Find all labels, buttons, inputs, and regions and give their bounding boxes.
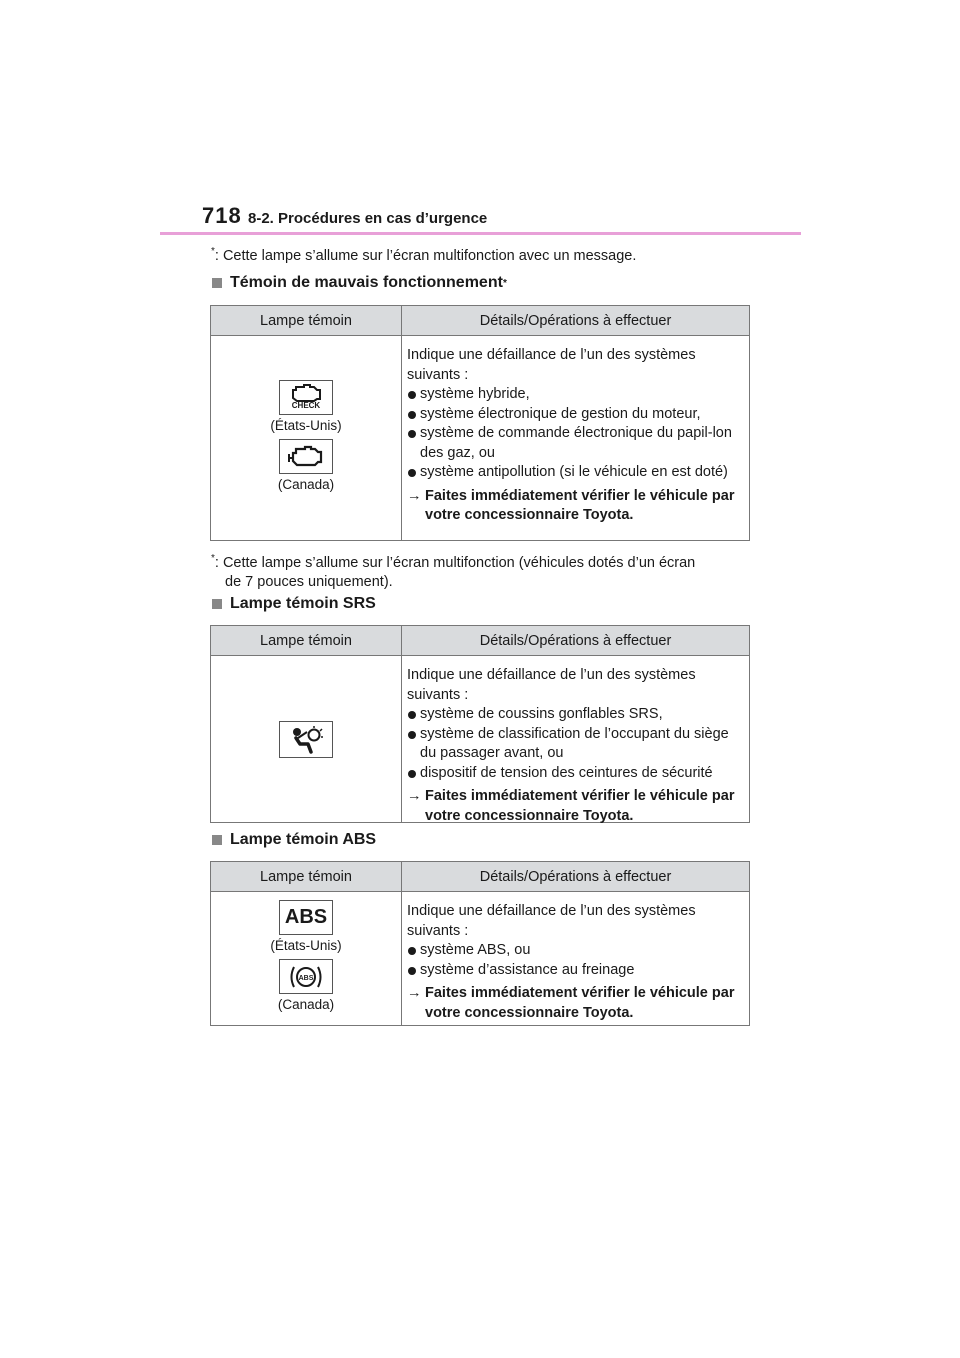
arrow-icon: → <box>407 985 422 1001</box>
footnote-text: : Cette lampe s’allume sur l’écran multifonction avec un message. <box>214 248 637 264</box>
caption-usa: (États-Unis) <box>270 417 342 433</box>
col-header-details: Détails/Opérations à effectuer <box>479 632 672 649</box>
table-header <box>211 862 749 892</box>
list-item: système de classification de l’occupant du siège du passager avant, ou <box>407 725 743 764</box>
svg-text:ABS: ABS <box>298 974 314 982</box>
details-cell <box>402 656 749 823</box>
table-row <box>211 656 749 823</box>
list-item: système hybride, <box>407 385 743 405</box>
col-header-details: Détails/Opérations à effectuer <box>479 868 672 885</box>
col-header-lamp: Lampe témoin <box>211 862 402 891</box>
table-header <box>211 306 749 336</box>
list-item: système antipollution (si le véhicule en est doté) <box>407 463 743 483</box>
table-header <box>211 626 749 656</box>
details-cell <box>402 336 749 541</box>
square-bullet-icon <box>212 278 222 288</box>
caption-canada: (Canada) <box>277 476 335 492</box>
list-item: système ABS, ou <box>407 941 743 961</box>
list-item: système de commande électronique du papil-lon des gaz, ou <box>407 424 743 463</box>
details-cell <box>402 892 749 1026</box>
table-row <box>211 336 749 541</box>
footnote-mark: * <box>211 553 215 564</box>
section-title: 8-2. Procédures en cas d’urgence <box>248 210 488 227</box>
heading-text: Témoin de mauvais fonctionnement <box>230 274 503 291</box>
heading-mark: * <box>502 277 507 289</box>
col-header-details: Détails/Opérations à effectuer <box>479 312 672 329</box>
lamp-cell <box>211 656 402 823</box>
list-item: système d’assistance au freinage <box>407 961 743 981</box>
lamp-cell <box>211 336 402 541</box>
page-number: 718 <box>202 203 242 228</box>
footnote-text: : Cette lampe s’allume sur l’écran multifonction (véhicules dotés d’un écran <box>214 555 696 571</box>
table-row <box>211 892 749 1026</box>
col-header-lamp: Lampe témoin <box>211 626 402 655</box>
arrow-icon: → <box>407 788 422 804</box>
list-item: dispositif de tension des ceintures de sécurité <box>407 764 743 784</box>
check-engine-icon: CHECK <box>279 380 333 415</box>
square-bullet-icon <box>212 835 222 845</box>
abs-circle-icon <box>279 959 333 994</box>
lamp-cell <box>211 892 402 1026</box>
col-header-lamp: Lampe témoin <box>211 306 402 335</box>
footnote-text: de 7 pouces uniquement). <box>225 574 393 590</box>
action-text: → Faites immédiatement vérifier le véhicule par votre concessionnaire Toyota. <box>407 788 735 824</box>
table-abs <box>210 861 750 1026</box>
heading-srs <box>212 595 376 613</box>
details-intro: Indique une défaillance de l’un des systèmes suivants : <box>407 667 696 703</box>
caption-usa: (États-Unis) <box>270 938 342 953</box>
heading-malfunction <box>212 274 507 292</box>
footnote-2 <box>211 549 695 592</box>
footnote-1 <box>211 242 636 266</box>
heading-abs <box>212 831 376 849</box>
engine-icon <box>279 439 333 474</box>
caption-canada: (Canada) <box>277 997 335 1012</box>
footnote-mark: * <box>211 246 215 257</box>
details-intro: Indique une défaillance de l’un des systèmes suivants : <box>407 903 696 939</box>
abs-icon: ABS <box>279 900 333 935</box>
square-bullet-icon <box>212 599 222 609</box>
header-rule <box>160 232 801 235</box>
details-intro: Indique une défaillance de l’un des systèmes suivants : <box>407 347 696 383</box>
arrow-icon: → <box>407 487 422 504</box>
action-text: → Faites immédiatement vérifier le véhicule par votre concessionnaire Toyota. <box>407 487 735 523</box>
heading-text: Lampe témoin SRS <box>230 595 376 612</box>
airbag-icon <box>279 721 333 758</box>
table-srs <box>210 625 750 823</box>
action-text: → Faites immédiatement vérifier le véhicule par votre concessionnaire Toyota. <box>407 985 735 1021</box>
list-item: système électronique de gestion du moteur, <box>407 405 743 425</box>
table-malfunction <box>210 305 750 541</box>
heading-text: Lampe témoin ABS <box>230 831 377 848</box>
list-item: système de coussins gonflables SRS, <box>407 705 743 725</box>
